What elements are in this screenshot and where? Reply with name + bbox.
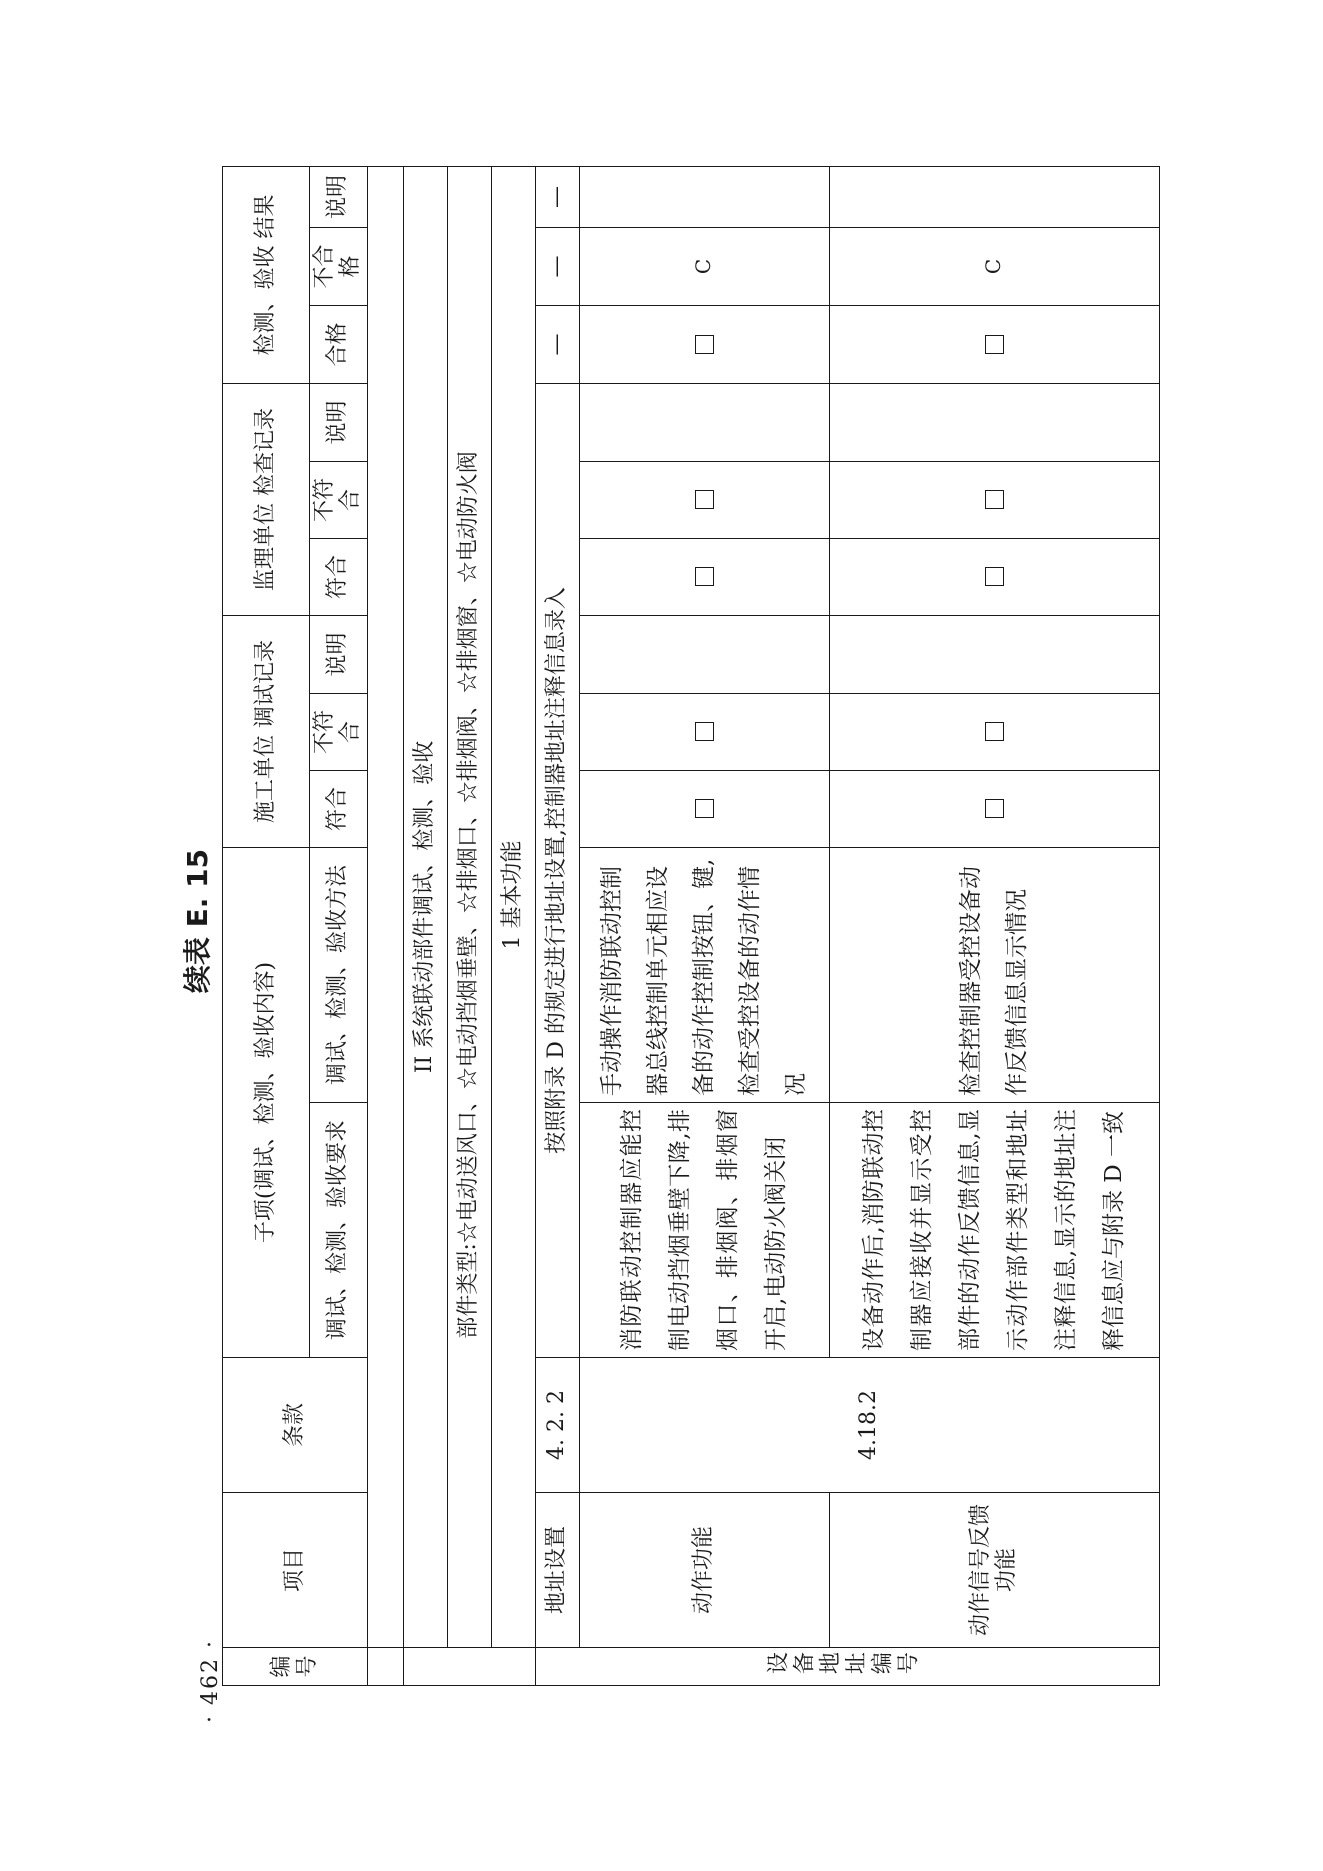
action-method [579, 847, 829, 1102]
checkbox[interactable] [985, 799, 1004, 818]
feedback-result-fail [829, 227, 1159, 305]
address-note-dash: — [535, 166, 579, 227]
fail-mark: C [981, 258, 1006, 275]
feedback-clause: 4.18.2 [579, 1358, 1159, 1493]
feedback-requirement-text: 设备动作后,消防联动控制器应接收并显示受控部件的动作反馈信息,显示动作部件类型和地址注释信息,显示的地址注释信息应与附录 D 一致 [861, 1109, 1128, 1351]
checkbox[interactable] [695, 722, 714, 741]
checkbox[interactable] [985, 722, 1004, 741]
action-supervision-nonconform[interactable] [579, 461, 829, 538]
section-ii-title: II 系统联动部件调试、检测、验收 [403, 166, 447, 1647]
address-pass-dash: — [535, 305, 579, 383]
device-address-number [535, 1648, 1159, 1686]
device-address-number-label: 设备地址编号 [765, 1652, 922, 1678]
header-construction-note: 说明 [310, 615, 368, 693]
header-supervision-group: 监理单位 检查记录 [223, 383, 310, 615]
inspection-record-table [222, 166, 1160, 1686]
header-result-pass: 合格 [310, 305, 368, 383]
header-supervision-note: 说明 [310, 383, 368, 461]
checkbox[interactable] [695, 799, 714, 818]
header-subitem-group: 子项(调试、检测、验收内容) [223, 847, 310, 1357]
header-no: 编号 [223, 1648, 368, 1686]
checkbox[interactable] [985, 567, 1004, 586]
header-construction-nonconform: 不符合 [310, 693, 368, 770]
action-supervision-conform[interactable] [579, 538, 829, 615]
feedback-result-pass[interactable] [829, 305, 1159, 383]
header-result-group: 检测、验收 结果 [223, 166, 310, 383]
action-method-text: 手动操作消防联动控制器总线控制单元相应设备的动作控制按钮、键,检查受控设备的动作情况 [599, 858, 810, 1096]
header-requirement: 调试、检测、验收要求 [310, 1103, 368, 1358]
header-clause: 条款 [223, 1358, 368, 1493]
header-method: 调试、检测、验收方法 [310, 847, 368, 1102]
basic-function-title: 1 基本功能 [491, 166, 535, 1647]
checkbox[interactable] [695, 490, 714, 509]
section-no-cell [403, 1648, 535, 1686]
header-result-note: 说明 [310, 166, 368, 227]
page-number: · 462 · [198, 1639, 223, 1723]
spacer-cell [367, 166, 403, 1647]
fail-mark: C [691, 258, 716, 275]
action-construction-note [579, 615, 829, 693]
action-result-fail [579, 227, 829, 305]
feedback-result-note [829, 166, 1159, 227]
component-types: 部件类型:☆电动送风口、☆电动挡烟垂壁、☆排烟口、☆排烟阀、☆排烟窗、☆电动防火阀 [447, 166, 491, 1647]
action-construction-conform[interactable] [579, 770, 829, 847]
address-fail-dash: — [535, 227, 579, 305]
feedback-supervision-note [829, 383, 1159, 461]
feedback-method-text: 检查控制器受控设备动作反馈信息显示情况 [958, 866, 1031, 1096]
header-construction-conform: 符合 [310, 770, 368, 847]
header-supervision-conform: 符合 [310, 538, 368, 615]
action-supervision-note [579, 383, 829, 461]
header-construction-group: 施工单位 调试记录 [223, 615, 310, 847]
address-clause: 4. 2. 2 [535, 1358, 579, 1493]
table-title: 续表 E. 15 [181, 848, 214, 994]
checkbox[interactable] [695, 567, 714, 586]
feedback-method [829, 847, 1159, 1102]
feedback-construction-nonconform[interactable] [829, 693, 1159, 770]
action-item: 动作功能 [579, 1493, 829, 1648]
action-requirement-text: 消防联动控制器应能控制电动挡烟垂壁下降,排烟口、排烟阀、排烟窗开启,电动防火阀关闭 [619, 1109, 790, 1351]
action-result-pass[interactable] [579, 305, 829, 383]
address-item: 地址设置 [535, 1493, 579, 1648]
header-item: 项目 [223, 1493, 368, 1648]
action-requirement [579, 1103, 829, 1358]
header-supervision-nonconform: 不符合 [310, 461, 368, 538]
address-content: 按照附录 D 的规定进行地址设置,控制器地址注释信息录入 [535, 383, 579, 1357]
feedback-requirement [829, 1103, 1159, 1358]
feedback-construction-note [829, 615, 1159, 693]
feedback-supervision-nonconform[interactable] [829, 461, 1159, 538]
checkbox[interactable] [985, 490, 1004, 509]
action-result-note [579, 166, 829, 227]
checkbox[interactable] [985, 335, 1004, 354]
checkbox[interactable] [695, 335, 714, 354]
spacer-no-cell [367, 1648, 403, 1686]
feedback-construction-conform[interactable] [829, 770, 1159, 847]
feedback-item: 动作信号反馈功能 [829, 1493, 1159, 1648]
header-result-fail: 不合格 [310, 227, 368, 305]
feedback-supervision-conform[interactable] [829, 538, 1159, 615]
action-construction-nonconform[interactable] [579, 693, 829, 770]
